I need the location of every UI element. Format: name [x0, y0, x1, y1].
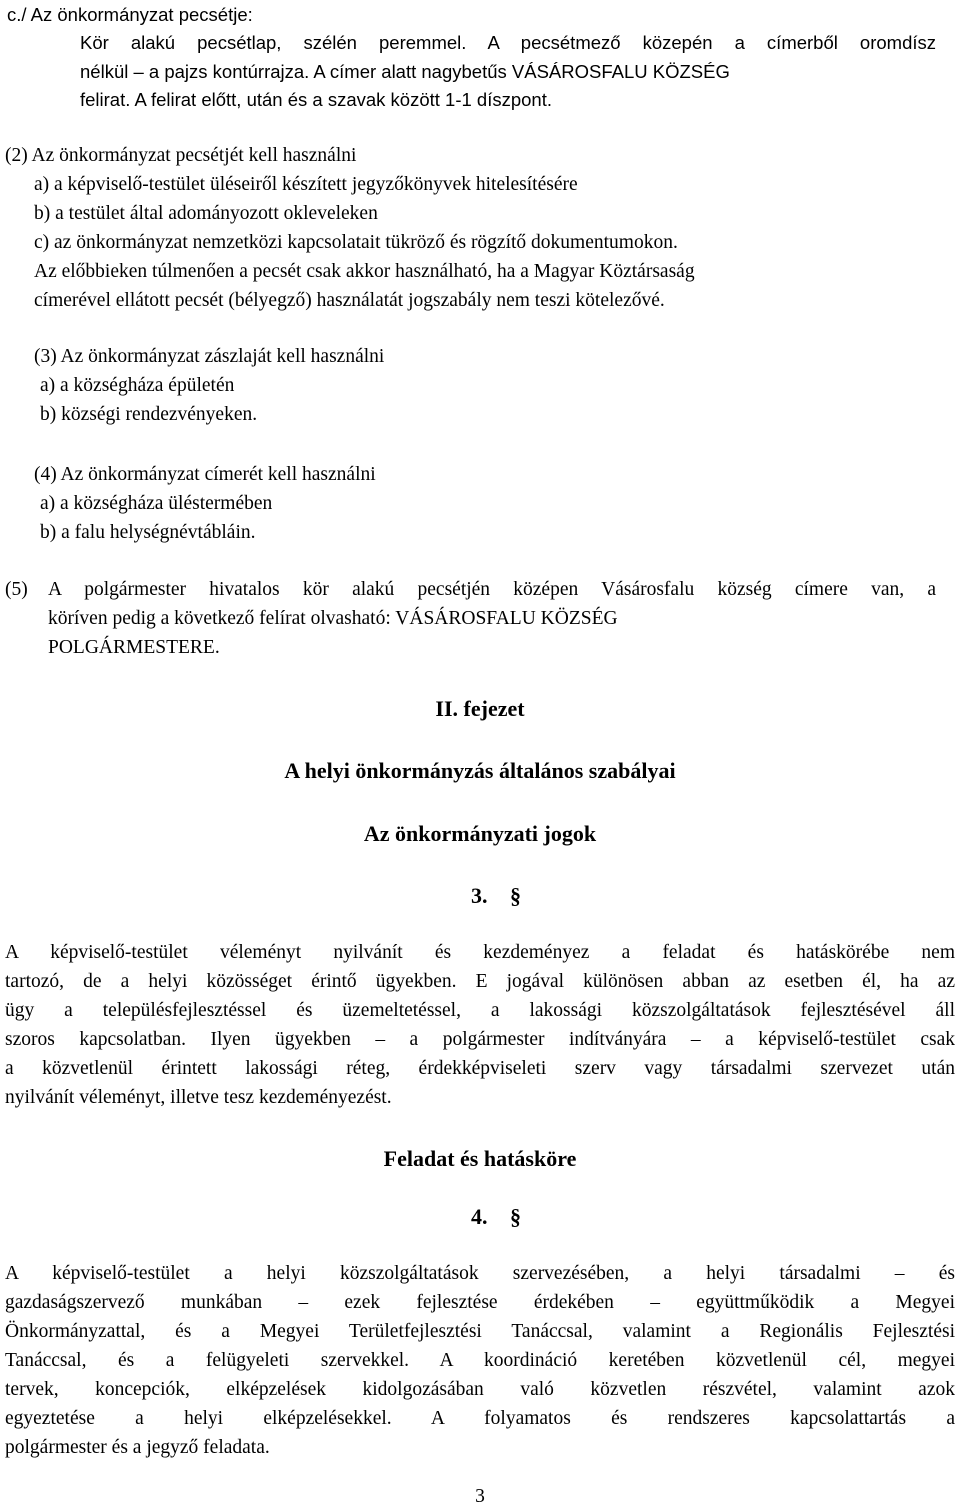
section3-number: 3.: [471, 883, 488, 908]
seal-section-line-1: Kör alakú pecsétlap, szélén peremmel. A pecsétmező közepén a címerből oromdísz: [80, 32, 936, 53]
para2-intro: (2) Az önkormányzat pecsétjét kell használni: [5, 145, 357, 166]
para3-item-a: a) a községháza épületén: [40, 375, 235, 396]
section4-line-1: A képviselő-testület a helyi közszolgáltatások szervezésében, a helyi társadalmi – és: [5, 1263, 955, 1284]
chapter-subtitle: Az önkormányzati jogok: [363, 821, 597, 846]
section4-heading: Feladat és hatásköre: [383, 1146, 577, 1171]
section3-line-5: a közvetlenül érintett lakossági réteg, érdekképviseleti szerv vagy társadalmi szervezet után: [5, 1058, 955, 1079]
section4-number: 4.: [471, 1204, 488, 1229]
para4-intro: (4) Az önkormányzat címerét kell használni: [34, 464, 376, 485]
section3-line-3: ügy a településfejlesztéssel és üzemeltetéssel, a lakossági közszolgáltatások fejlesztésével áll: [5, 1000, 955, 1021]
chapter-number: II. fejezet: [435, 696, 525, 721]
section4-line-2: gazdaságszervező munkában – ezek fejlesztése érdekében – együttműködik a Megyei: [5, 1292, 955, 1313]
section4-line-6: egyeztetése a helyi elképzelésekkel. A folyamatos és rendszeres kapcsolattartás a: [5, 1408, 955, 1429]
section3-paragraph-symbol: §: [510, 883, 521, 908]
section4-line-3: Önkormányzattal, és a Megyei Területfejlesztési Tanáccsal, valamint a Regionális Fejlesztési: [5, 1321, 955, 1342]
seal-section-heading: c./ Az önkormányzat pecsétje:: [7, 4, 253, 25]
para5-label: (5): [5, 579, 28, 600]
para4-item-b: b) a falu helységnévtábláin.: [40, 522, 256, 543]
seal-section-line-3: felirat. A felirat előtt, után és a szavak között 1-1 díszpont.: [80, 89, 553, 110]
seal-section-line-2: nélkül – a pajzs kontúrrajza. A címer alatt nagybetűs VÁSÁROSFALU KÖZSÉG: [80, 61, 730, 82]
para5-line-2: köríven pedig a következő felírat olvasható: VÁSÁROSFALU KÖZSÉG: [48, 608, 618, 629]
section3-last-line: nyilvánít véleményt, illetve tesz kezdeményezést.: [5, 1087, 392, 1108]
para5-line-3: POLGÁRMESTERE.: [48, 637, 220, 658]
section4-last-line: polgármester és a jegyző feladata.: [5, 1437, 270, 1458]
section3-line-2: tartozó, de a helyi közösséget érintő ügyekben. E jogával különösen abban az esetben él, ha az: [5, 971, 955, 992]
page-number: 3: [475, 1486, 485, 1507]
para2-item-a: a) a képviselő-testület üléseiről készített jegyzőkönyvek hitelesítésére: [34, 174, 578, 195]
section4-paragraph-symbol: §: [510, 1204, 521, 1229]
para2-item-c: c) az önkormányzat nemzetközi kapcsolatait tükröző és rögzítő dokumentumokon.: [34, 232, 678, 253]
para5-line-1: A polgármester hivatalos kör alakú pecsétjén középen Vásárosfalu község címere van, a: [48, 579, 936, 600]
para2-item-b: b) a testület által adományozott okleveleken: [34, 203, 378, 224]
section4-line-5: tervek, koncepciók, elképzelések kidolgozásában való közvetlen részvétel, valamint azok: [5, 1379, 955, 1400]
para3-intro: (3) Az önkormányzat zászlaját kell használni: [34, 346, 385, 367]
para2-note-line-2: címerével ellátott pecsét (bélyegző) használatát jogszabály nem teszi kötelezővé.: [34, 290, 665, 311]
para4-item-a: a) a községháza üléstermében: [40, 493, 273, 514]
chapter-title: A helyi önkormányzás általános szabályai: [284, 758, 676, 783]
para3-item-b: b) községi rendezvényeken.: [40, 404, 258, 425]
section3-line-4: szoros kapcsolatban. Ilyen ügyekben – a polgármester indítványára – a képviselő-testület csak: [5, 1029, 955, 1050]
section3-line-1: A képviselő-testület véleményt nyilvánít és kezdeményez a feladat és hatáskörébe nem: [5, 942, 955, 963]
section4-line-4: Tanáccsal, és a felügyeleti szervekkel. A koordináció keretében közvetlenül cél, megyei: [5, 1350, 955, 1371]
para2-note-line-1: Az előbbieken túlmenően a pecsét csak akkor használható, ha a Magyar Köztársaság: [34, 261, 695, 282]
